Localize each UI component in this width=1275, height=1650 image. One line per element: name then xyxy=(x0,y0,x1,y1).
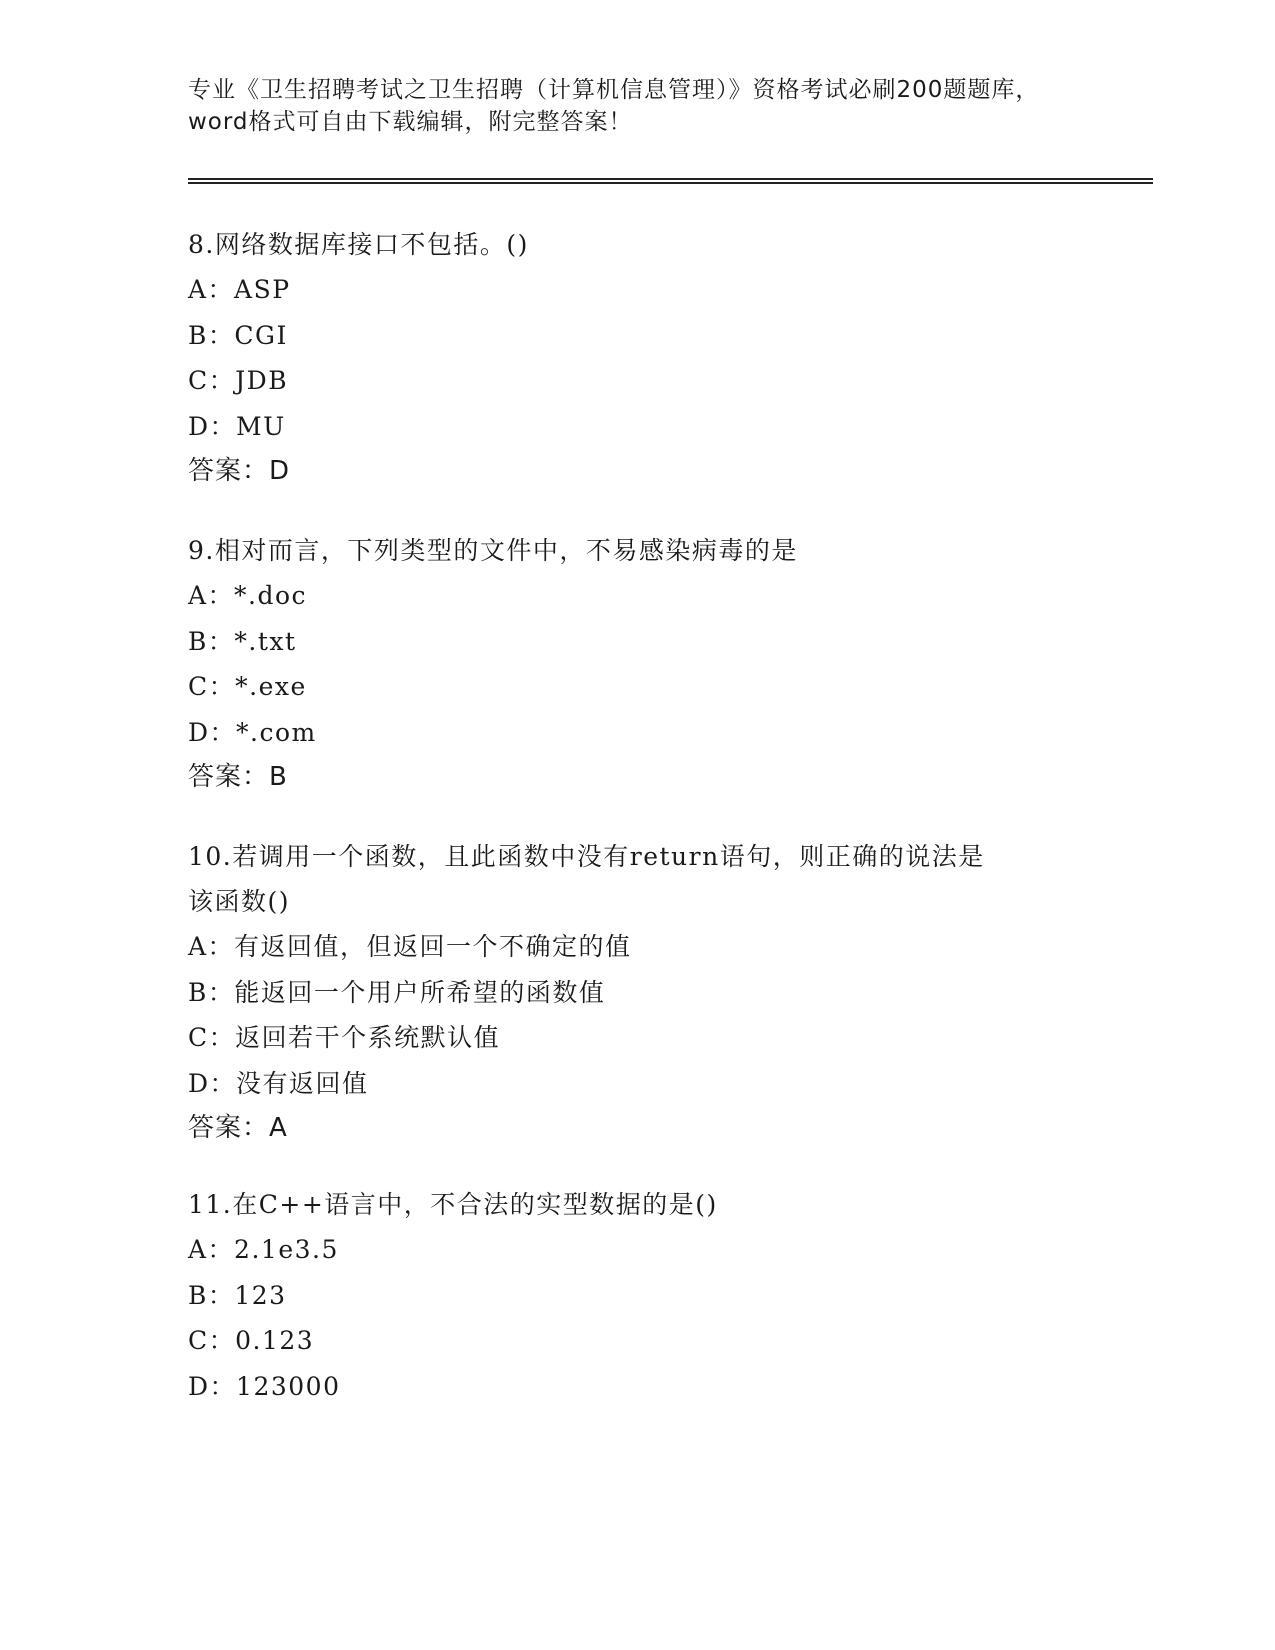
question-11 xyxy=(188,1182,1148,1409)
option-d: D：*.com xyxy=(188,717,317,747)
option-b: B：CGI xyxy=(188,320,288,350)
answer: 答案：B xyxy=(188,762,288,792)
option-b: B：*.txt xyxy=(188,626,297,656)
option-a: A：*.doc xyxy=(188,581,308,610)
option-c: C：0.123 xyxy=(188,1326,315,1355)
question-text: 8.网络数据库接口不包括。() xyxy=(188,230,529,259)
option-d: D：MU xyxy=(188,411,286,441)
header-divider xyxy=(188,178,1153,184)
option-b: B：123 xyxy=(188,1280,287,1310)
question-text: 9.相对而言，下列类型的文件中，不易感染病毒的是 xyxy=(188,536,798,565)
question-10 xyxy=(188,834,1148,1150)
option-a: A：2.1e3.5 xyxy=(188,1235,339,1264)
option-c: C：返回若干个系统默认值 xyxy=(188,1023,501,1052)
option-b: B：能返回一个用户所希望的函数值 xyxy=(188,977,606,1007)
question-text: 11.在C++语言中，不合法的实型数据的是() xyxy=(188,1190,718,1219)
option-a: A：有返回值，但返回一个不确定的值 xyxy=(188,932,632,961)
question-text-line-1: 10.若调用一个函数，且此函数中没有return语句，则正确的说法是 xyxy=(188,842,985,871)
question-9 xyxy=(188,528,1148,799)
option-a: A：ASP xyxy=(188,275,291,304)
document-header xyxy=(188,74,1148,138)
question-text-line-2: 该函数() xyxy=(188,887,291,916)
option-c: C：*.exe xyxy=(188,672,307,701)
option-d: D：123000 xyxy=(188,1371,341,1401)
answer: 答案：A xyxy=(188,1113,288,1143)
option-d: D：没有返回值 xyxy=(188,1068,369,1098)
option-c: C：JDB xyxy=(188,366,289,395)
header-line-1: 专业《卫生招聘考试之卫生招聘（计算机信息管理）》资格考试必刷200题题库， xyxy=(188,77,1040,103)
answer: 答案：D xyxy=(188,456,291,486)
header-line-2: word格式可自由下载编辑，附完整答案！ xyxy=(188,109,633,135)
question-8 xyxy=(188,222,1148,493)
